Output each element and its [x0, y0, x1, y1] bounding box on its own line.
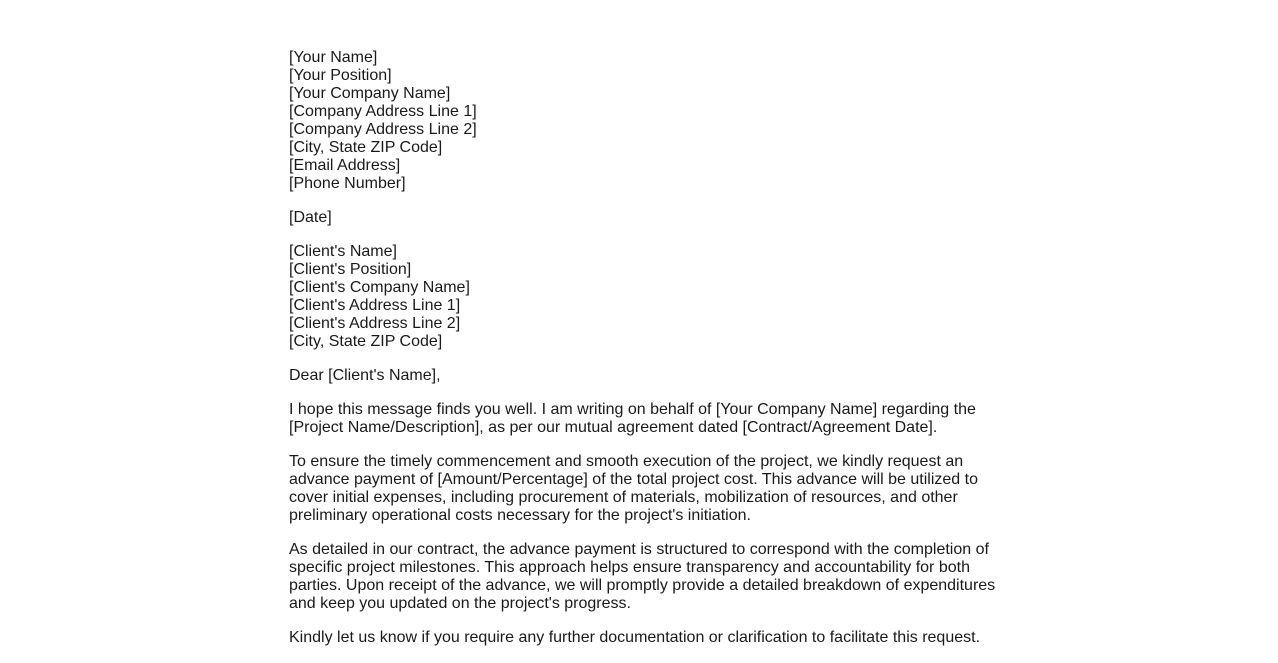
sender-city-state-zip: [City, State ZIP Code]: [289, 139, 443, 156]
salutation: Dear [Client's Name],: [289, 367, 441, 384]
sender-address-line-1: [Company Address Line 1]: [289, 103, 477, 120]
recipient-address-block: [289, 243, 999, 351]
recipient-address-line-2: [Client's Address Line 2]: [289, 315, 461, 332]
sender-phone: [Phone Number]: [289, 175, 406, 192]
sender-name: [Your Name]: [289, 49, 378, 66]
recipient-city-state-zip: [City, State ZIP Code]: [289, 333, 443, 350]
recipient-company-name: [Client's Company Name]: [289, 279, 470, 296]
body-paragraph-request: To ensure the timely commencement and smooth execution of the project, we kindly request an advance payment of [Amount/Percentage] of the total project cost. This advance will be utilized to cover initial expenses, including procurement of materials, mobilization of resources, and other preliminary operational costs necessary for the project's initiation.: [289, 453, 978, 524]
sender-position: [Your Position]: [289, 67, 392, 84]
body-paragraph-intro: I hope this message finds you well. I am writing on behalf of [Your Company Name] regarding the [Project Name/Description], as per our mutual agreement dated [Contract/Agreement Date].: [289, 401, 976, 436]
recipient-name: [Client's Name]: [289, 243, 397, 260]
sender-email: [Email Address]: [289, 157, 401, 174]
sender-company-name: [Your Company Name]: [289, 85, 451, 102]
recipient-position: [Client's Position]: [289, 261, 412, 278]
letter: [289, 49, 999, 663]
recipient-address-line-1: [Client's Address Line 1]: [289, 297, 461, 314]
body-paragraph-milestones: As detailed in our contract, the advance payment is structured to correspond with the completion of specific project milestones. This approach helps ensure transparency and accountability for both parties. Upon receipt of the advance, we will promptly provide a detailed breakdown of expenditures and keep you updated on the project's progress.: [289, 541, 996, 612]
body-paragraph-closing: Kindly let us know if you require any further documentation or clarification to facilitate this request.: [289, 629, 981, 646]
sender-address-block: [289, 49, 999, 193]
sender-address-line-2: [Company Address Line 2]: [289, 121, 477, 138]
salutation-block: [289, 367, 999, 385]
date-block: [289, 209, 999, 227]
letter-date: [Date]: [289, 209, 332, 226]
